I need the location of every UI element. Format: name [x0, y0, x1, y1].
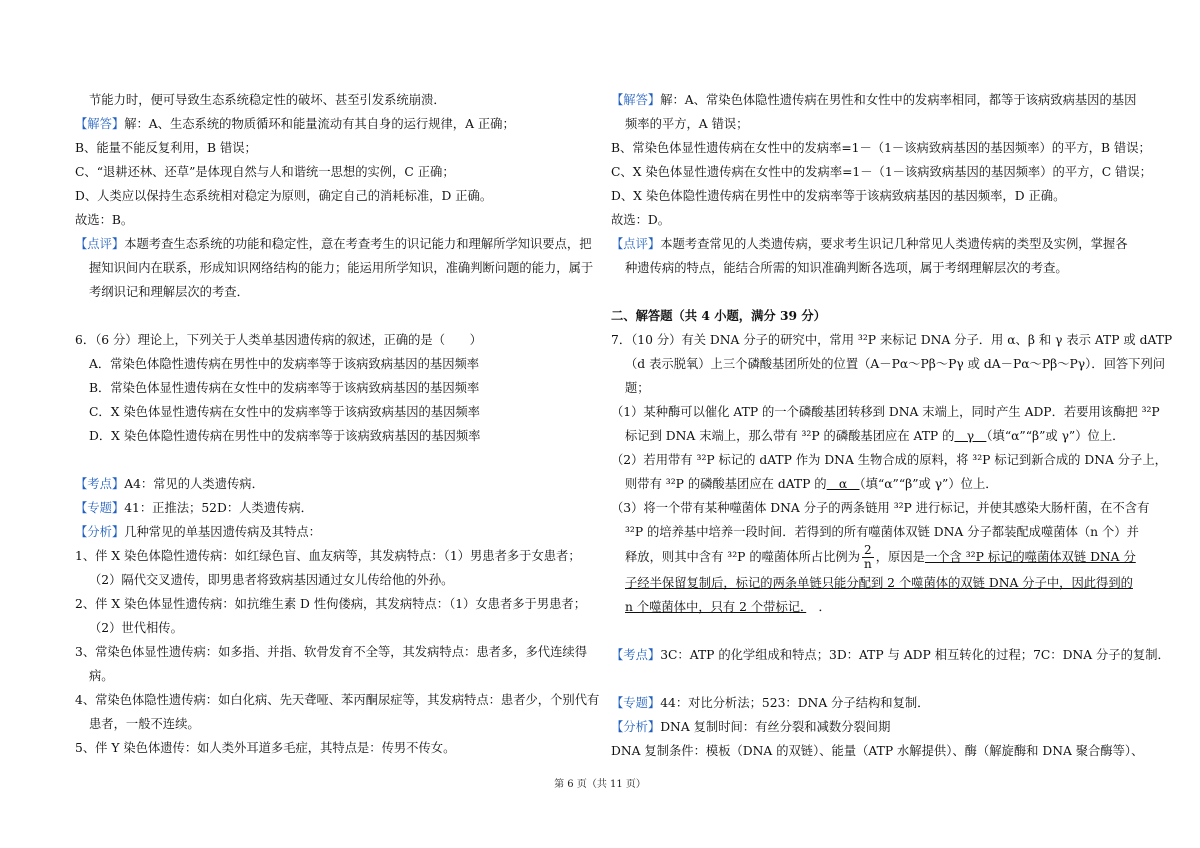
spacer — [611, 667, 1098, 691]
text-segment: 则带有 ³²P 的磷酸基团应在 dATP 的 — [625, 477, 827, 491]
text-line: 考纲识记和理解层次的考查． — [89, 285, 249, 299]
text-segment: 标记到 DNA 末端上，那么带有 ³²P 的磷酸基团应在 ATP 的 — [625, 429, 955, 443]
section-heading: 二、解答题（共 4 小题，满分 39 分） — [611, 308, 826, 323]
text-line: （2）世代相传。 — [89, 621, 183, 635]
answer-line — [75, 112, 562, 136]
text-line: 握知识间内在联系，形成知识网络结构的能力；能运用所学知识，准确判断问题的能力，属于 — [89, 261, 594, 275]
text-line: 患者，一般不连续。 — [89, 717, 200, 731]
text-line: D、人类应以保持生态系统相对稳定为原则，确定自己的消耗标准，D 正确。 — [75, 189, 493, 203]
text-line: D、X 染色体隐性遗传病在男性中的发病率等于该病致病基因的基因频率，D 正确。 — [611, 189, 1066, 203]
comment-line — [611, 232, 1128, 256]
fenxi-line — [75, 520, 562, 544]
text-line: ³²P 的培养基中培养一段时间．若得到的所有噬菌体双链 DNA 分子都装配成噬菌体（n 个）并 — [625, 525, 1139, 539]
fraction — [862, 544, 874, 571]
text-line: 病。 — [89, 669, 114, 683]
fenxi-tag: 【分析】 — [75, 525, 125, 539]
blank-answer: 一个含 ³²P 标记的噬菌体双链 DNA 分 — [924, 550, 1136, 564]
spacer — [611, 280, 1098, 304]
right-column — [611, 88, 1173, 763]
text-segment: ． — [806, 600, 831, 614]
fraction-numerator: 2 — [862, 544, 874, 558]
kaodian-text: A4：常见的人类遗传病． — [124, 477, 264, 491]
text-line: 4、常染色体隐性遗传病：如白化病、先天聋哑、苯丙酮尿症等，其发病特点：患者少，个别代有 — [75, 693, 600, 707]
zhuanti-text: 41：正推法；52D：人类遗传病． — [124, 501, 313, 515]
text-line: C、X 染色体显性遗传病在女性中的发病率=1－（1－该病致病基因的基因频率）的平方，C 错误； — [611, 165, 1152, 179]
answer-line — [611, 88, 1137, 112]
kaodian-line — [75, 472, 562, 496]
zhuanti-text: 44：对比分析法；523：DNA 分子结构和复制． — [660, 696, 930, 710]
spacer — [75, 448, 562, 472]
text-line: 1、伴 X 染色体隐性遗传病：如红绿色盲、血友病等，其发病特点：（1）男患者多于女患者； — [75, 549, 581, 563]
kaodian-text: 3C：ATP 的化学组成和特点；3D：ATP 与 ADP 相互转化的过程；7C：DNA 分子的复制． — [660, 648, 1170, 662]
kaodian-tag: 【考点】 — [611, 648, 661, 662]
text-line — [611, 472, 1098, 496]
fraction-denominator: n — [864, 557, 872, 571]
text-line — [611, 543, 1136, 571]
text-line: DNA 复制条件：模板（DNA 的双链）、能量（ATP 水解提供）、酶（解旋酶和 DNA 聚合酶等）、 — [611, 744, 1144, 758]
comment-tag: 【点评】 — [75, 237, 125, 251]
blank-answer: 子经半保留复制后，标记的两条单链只能分配到 2 个噬菌体的双链 DNA 分子中，因此得到的 — [625, 576, 1133, 590]
zhuanti-tag: 【专题】 — [75, 501, 125, 515]
question-stem: 7．（10 分）有关 DNA 分子的研究中，常用 ³²P 来标记 DNA 分子．用 α、β 和 γ 表示 ATP 或 dATP — [611, 333, 1173, 347]
answer-tag: 【解答】 — [75, 117, 125, 131]
left-column — [75, 88, 600, 760]
comment-text: 本题考查常见的人类遗传病，要求考生识记几种常见人类遗传病的类型及实例，掌握各 — [660, 237, 1128, 251]
question-stem: 6．（6 分）理论上，下列关于人类单基因遗传病的叙述，正确的是（ ） — [75, 333, 482, 347]
text-line: B、能量不能反复利用，B 错误； — [75, 141, 257, 155]
option-a: A．常染色体隐性遗传病在男性中的发病率等于该病致病基因的基因频率 — [89, 357, 480, 371]
text-line: C、“退耕还林、还草”是体现自然与人和谐统一思想的实例，C 正确； — [75, 165, 455, 179]
comment-tag: 【点评】 — [611, 237, 661, 251]
text-segment: 释放，则其中含有 ³²P 的噬菌体所占比例为 — [625, 550, 860, 564]
sub-question-3: （3）将一个带有某种噬菌体 DNA 分子的两条链用 ³²P 进行标记，并使其感染大肠杆菌，在不含有 — [611, 501, 1150, 515]
fenxi-line — [611, 715, 1098, 739]
blank-answer: n 个噬菌体中，只有 2 个带标记． — [625, 600, 807, 614]
blank-answer: α — [826, 477, 860, 491]
kaodian-line — [611, 643, 1170, 667]
option-b: B．常染色体显性遗传病在女性中的发病率等于该病致病基因的基因频率 — [89, 381, 480, 395]
comment-text: 本题考查生态系统的功能和稳定性，意在考查考生的识记能力和理解所学知识要点，把 — [124, 237, 592, 251]
text-line: 题； — [625, 381, 650, 395]
text-line: 频率的平方，A 错误； — [625, 117, 749, 131]
text-line: 5、伴 Y 染色体遗传：如人类外耳道多毛症，其特点是：传男不传女。 — [75, 741, 456, 755]
text-line — [611, 595, 1098, 619]
fenxi-text: DNA 复制时间：有丝分裂和减数分裂间期 — [660, 720, 891, 734]
text-line: 节能力时，便可导致生态系统稳定性的破坏、甚至引发系统崩溃． — [89, 93, 446, 107]
zhuanti-line — [611, 691, 1098, 715]
spacer — [75, 304, 562, 328]
text-segment: （填“α”“β”或 γ”）位上． — [986, 429, 1125, 443]
text-line: 3、常染色体显性遗传病：如多指、并指、软骨发育不全等，其发病特点：患者多，多代连续得 — [75, 645, 587, 659]
fenxi-tag: 【分析】 — [611, 720, 661, 734]
zhuanti-line — [75, 496, 562, 520]
sub-question-2: （2）若用带有 ³²P 标记的 dATP 作为 DNA 生物合成的原料，将 ³²P 标记到新合成的 DNA 分子上， — [611, 453, 1167, 467]
comment-line — [75, 232, 592, 256]
text-line: （d 表示脱氧）上三个磷酸基团所处的位置（A－Pα～Pβ～Pγ 或 dA－Pα～Pβ～Pγ）．回答下列问 — [625, 357, 1166, 371]
answer-tag: 【解答】 — [611, 93, 661, 107]
page-footer: 第 6 页（共 11 页） — [554, 779, 646, 790]
choice-line: 故选：B。 — [75, 213, 134, 227]
answer-text: 解：A、常染色体隐性遗传病在男性和女性中的发病率相同，都等于该病致病基因的基因 — [660, 93, 1137, 107]
spacer — [611, 619, 1098, 643]
text-segment: ，原因是 — [875, 550, 925, 564]
text-segment: （填“α”“β”或 γ”）位上． — [859, 477, 998, 491]
fenxi-text: 几种常见的单基因遗传病及其特点： — [124, 525, 321, 539]
option-d: D．X 染色体隐性遗传病在男性中的发病率等于该病致病基因的基因频率 — [89, 429, 481, 443]
blank-answer: γ — [954, 429, 987, 443]
choice-line: 故选：D。 — [611, 213, 671, 227]
text-line — [611, 424, 1125, 448]
answer-text: 解：A、生态系统的物质循环和能量流动有其自身的运行规律，A 正确； — [124, 117, 515, 131]
kaodian-tag: 【考点】 — [75, 477, 125, 491]
option-c: C．X 染色体显性遗传病在女性中的发病率等于该病致病基因的基因频率 — [89, 405, 480, 419]
text-line: 2、伴 X 染色体显性遗传病：如抗维生素 D 性佝偻病，其发病特点：（1）女患者多于男患者； — [75, 597, 587, 611]
text-line: （2）隔代交叉遗传，即男患者将致病基因通过女儿传给他的外孙。 — [89, 573, 454, 587]
text-line: B、常染色体显性遗传病在女性中的发病率=1－（1－该病致病基因的基因频率）的平方，B 错误； — [611, 141, 1151, 155]
sub-question-1: （1）某种酶可以催化 ATP 的一个磷酸基团转移到 DNA 末端上，同时产生 ADP．若要用该酶把 ³²P — [611, 405, 1160, 419]
zhuanti-tag: 【专题】 — [611, 696, 661, 710]
text-line: 种遗传病的特点，能结合所需的知识准确判断各选项，属于考纲理解层次的考查。 — [625, 261, 1068, 275]
